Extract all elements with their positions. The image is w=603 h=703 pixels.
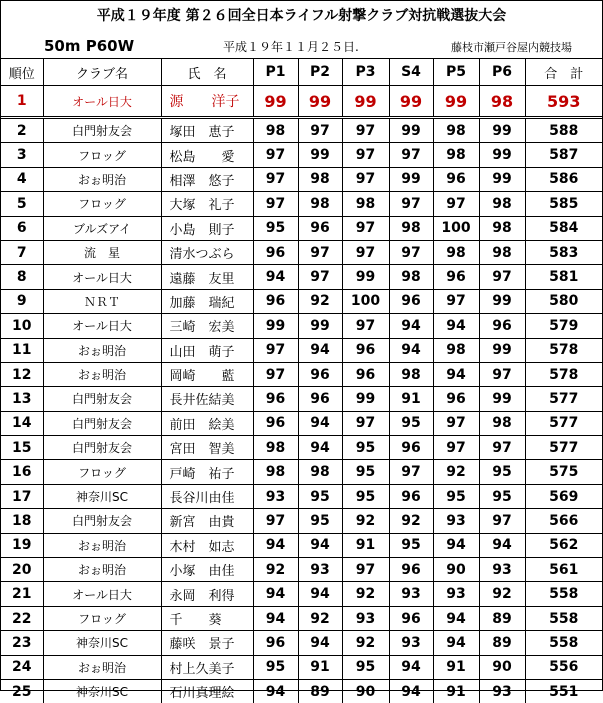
- total-cell: 578: [525, 362, 602, 386]
- club-cell: 白門射友会: [43, 509, 161, 533]
- club-cell: おぉ明治: [43, 533, 161, 557]
- score-p6: 89: [479, 631, 525, 655]
- score-p5: 97: [433, 411, 479, 435]
- score-s4: 95: [389, 533, 433, 557]
- club-cell: 神奈川SC: [43, 679, 161, 703]
- header-row: [1, 59, 602, 86]
- header-rank: 順位: [1, 59, 43, 86]
- score-p6: 99: [479, 338, 525, 362]
- name-cell: 木村 如志: [161, 533, 253, 557]
- table-row: [1, 216, 602, 240]
- table-row: [1, 362, 602, 386]
- table-row: [1, 558, 602, 582]
- rank-cell: 16: [1, 460, 43, 484]
- rank-cell: 23: [1, 631, 43, 655]
- rank-cell: 24: [1, 655, 43, 679]
- score-p6: 98: [479, 192, 525, 216]
- score-p5: 99: [433, 86, 479, 118]
- name-cell: 小島 則子: [161, 216, 253, 240]
- score-p1: 96: [253, 289, 298, 313]
- club-cell: 白門射友会: [43, 387, 161, 411]
- score-s4: 97: [389, 460, 433, 484]
- rank-cell: 5: [1, 192, 43, 216]
- rank-cell: 25: [1, 679, 43, 703]
- score-p1: 98: [253, 460, 298, 484]
- name-cell: 清水つぶら: [161, 240, 253, 264]
- score-p3: 95: [342, 436, 389, 460]
- name-cell: 加藤 瑞紀: [161, 289, 253, 313]
- header-name: 氏 名: [161, 59, 253, 86]
- score-s4: 93: [389, 631, 433, 655]
- total-cell: 581: [525, 265, 602, 289]
- score-p5: 94: [433, 314, 479, 338]
- score-p3: 97: [342, 118, 389, 143]
- score-p1: 94: [253, 679, 298, 703]
- score-p1: 94: [253, 606, 298, 630]
- score-p2: 94: [298, 533, 342, 557]
- club-cell: オール日大: [43, 265, 161, 289]
- score-p3: 92: [342, 631, 389, 655]
- score-p6: 97: [479, 436, 525, 460]
- score-p3: 98: [342, 192, 389, 216]
- score-p6: 90: [479, 655, 525, 679]
- score-p2: 94: [298, 631, 342, 655]
- name-cell: 長井佐結美: [161, 387, 253, 411]
- score-p3: 96: [342, 338, 389, 362]
- score-p6: 98: [479, 411, 525, 435]
- total-cell: 562: [525, 533, 602, 557]
- total-cell: 551: [525, 679, 602, 703]
- table-row: [1, 338, 602, 362]
- score-p3: 100: [342, 289, 389, 313]
- name-cell: 前田 絵美: [161, 411, 253, 435]
- score-p6: 99: [479, 167, 525, 191]
- score-p6: 99: [479, 118, 525, 143]
- table-row: [1, 387, 602, 411]
- score-p5: 97: [433, 436, 479, 460]
- score-s4: 97: [389, 192, 433, 216]
- score-p2: 94: [298, 411, 342, 435]
- name-cell: 新宮 由貴: [161, 509, 253, 533]
- results-body: [1, 86, 602, 703]
- score-p3: 97: [342, 167, 389, 191]
- table-row: [1, 631, 602, 655]
- score-s4: 99: [389, 86, 433, 118]
- score-p6: 93: [479, 679, 525, 703]
- club-cell: おぉ明治: [43, 338, 161, 362]
- total-cell: 577: [525, 411, 602, 435]
- club-cell: おぉ明治: [43, 167, 161, 191]
- score-p6: 99: [479, 387, 525, 411]
- score-p2: 97: [298, 118, 342, 143]
- name-cell: 小塚 由佳: [161, 558, 253, 582]
- name-cell: 塚田 恵子: [161, 118, 253, 143]
- score-s4: 98: [389, 265, 433, 289]
- competition-title: 平成１９年度 第２６回全日本ライフル射撃クラブ対抗戦選抜大会: [1, 1, 602, 31]
- subheader: [1, 31, 602, 58]
- score-p1: 96: [253, 631, 298, 655]
- score-p2: 99: [298, 86, 342, 118]
- rank-cell: 22: [1, 606, 43, 630]
- score-p6: 97: [479, 265, 525, 289]
- name-cell: 石川真理絵: [161, 679, 253, 703]
- score-p6: 95: [479, 460, 525, 484]
- score-p2: 99: [298, 314, 342, 338]
- score-p2: 94: [298, 338, 342, 362]
- table-row: [1, 86, 602, 118]
- club-cell: フロッグ: [43, 460, 161, 484]
- score-p3: 99: [342, 86, 389, 118]
- total-cell: 556: [525, 655, 602, 679]
- score-s4: 94: [389, 314, 433, 338]
- score-p5: 93: [433, 582, 479, 606]
- rank-cell: 11: [1, 338, 43, 362]
- score-p2: 92: [298, 289, 342, 313]
- rank-cell: 2: [1, 118, 43, 143]
- header-p1: P1: [253, 59, 298, 86]
- score-p5: 92: [433, 460, 479, 484]
- name-cell: 永岡 利得: [161, 582, 253, 606]
- score-p2: 96: [298, 387, 342, 411]
- total-cell: 558: [525, 606, 602, 630]
- rank-cell: 8: [1, 265, 43, 289]
- club-cell: オール日大: [43, 582, 161, 606]
- score-p5: 93: [433, 509, 479, 533]
- score-s4: 94: [389, 655, 433, 679]
- score-s4: 93: [389, 582, 433, 606]
- header-p3: P3: [342, 59, 389, 86]
- name-cell: 岡崎 藍: [161, 362, 253, 386]
- rank-cell: 3: [1, 143, 43, 167]
- score-p5: 98: [433, 143, 479, 167]
- score-p1: 92: [253, 558, 298, 582]
- score-p6: 98: [479, 216, 525, 240]
- event-date: 平成１９年１１月２５日.: [223, 38, 359, 55]
- score-p3: 97: [342, 411, 389, 435]
- name-cell: 相澤 悠子: [161, 167, 253, 191]
- table-row: [1, 192, 602, 216]
- score-p1: 96: [253, 240, 298, 264]
- club-cell: おぉ明治: [43, 655, 161, 679]
- score-p1: 98: [253, 118, 298, 143]
- score-p1: 97: [253, 338, 298, 362]
- score-p2: 95: [298, 484, 342, 508]
- score-p6: 89: [479, 606, 525, 630]
- score-p5: 95: [433, 484, 479, 508]
- score-s4: 98: [389, 362, 433, 386]
- table-row: [1, 582, 602, 606]
- header-total: 合 計: [525, 59, 602, 86]
- score-p2: 89: [298, 679, 342, 703]
- name-cell: 村上久美子: [161, 655, 253, 679]
- score-p2: 97: [298, 240, 342, 264]
- total-cell: 583: [525, 240, 602, 264]
- score-p3: 92: [342, 509, 389, 533]
- score-p1: 95: [253, 655, 298, 679]
- club-cell: オール日大: [43, 86, 161, 118]
- score-p6: 95: [479, 484, 525, 508]
- score-p6: 97: [479, 509, 525, 533]
- score-p5: 91: [433, 679, 479, 703]
- score-p1: 96: [253, 411, 298, 435]
- table-row: [1, 436, 602, 460]
- score-p3: 90: [342, 679, 389, 703]
- rank-cell: 15: [1, 436, 43, 460]
- header-p5: P5: [433, 59, 479, 86]
- club-cell: おぉ明治: [43, 362, 161, 386]
- score-p3: 95: [342, 460, 389, 484]
- score-s4: 96: [389, 436, 433, 460]
- score-p6: 98: [479, 86, 525, 118]
- score-p6: 93: [479, 558, 525, 582]
- score-p5: 100: [433, 216, 479, 240]
- name-cell: 宮田 智美: [161, 436, 253, 460]
- table-row: [1, 606, 602, 630]
- score-p3: 93: [342, 606, 389, 630]
- score-p2: 96: [298, 216, 342, 240]
- score-p6: 97: [479, 362, 525, 386]
- score-p6: 92: [479, 582, 525, 606]
- club-cell: 白門射友会: [43, 118, 161, 143]
- score-s4: 92: [389, 509, 433, 533]
- score-p2: 97: [298, 265, 342, 289]
- score-p5: 94: [433, 606, 479, 630]
- total-cell: 587: [525, 143, 602, 167]
- score-p5: 96: [433, 167, 479, 191]
- score-p2: 94: [298, 436, 342, 460]
- club-cell: 白門射友会: [43, 411, 161, 435]
- rank-cell: 4: [1, 167, 43, 191]
- score-p3: 97: [342, 216, 389, 240]
- event-venue: 藤枝市瀬戸谷屋内競技場: [451, 39, 572, 55]
- score-s4: 91: [389, 387, 433, 411]
- total-cell: 588: [525, 118, 602, 143]
- header-p6: P6: [479, 59, 525, 86]
- score-s4: 97: [389, 143, 433, 167]
- score-p2: 92: [298, 606, 342, 630]
- club-cell: ブルズアイ: [43, 216, 161, 240]
- name-cell: 長谷川由佳: [161, 484, 253, 508]
- name-cell: 千 葵: [161, 606, 253, 630]
- score-p3: 95: [342, 484, 389, 508]
- table-row: [1, 240, 602, 264]
- score-p1: 99: [253, 86, 298, 118]
- score-p3: 97: [342, 558, 389, 582]
- rank-cell: 9: [1, 289, 43, 313]
- name-cell: 藤咲 景子: [161, 631, 253, 655]
- total-cell: 558: [525, 631, 602, 655]
- rank-cell: 21: [1, 582, 43, 606]
- score-p1: 97: [253, 143, 298, 167]
- table-row: [1, 679, 602, 703]
- table-row: [1, 484, 602, 508]
- score-p3: 97: [342, 240, 389, 264]
- score-p3: 92: [342, 582, 389, 606]
- score-p2: 98: [298, 460, 342, 484]
- club-cell: おぉ明治: [43, 558, 161, 582]
- rank-cell: 19: [1, 533, 43, 557]
- score-p1: 95: [253, 216, 298, 240]
- table-row: [1, 460, 602, 484]
- name-cell: 戸崎 祐子: [161, 460, 253, 484]
- total-cell: 578: [525, 338, 602, 362]
- score-s4: 96: [389, 289, 433, 313]
- score-p3: 95: [342, 655, 389, 679]
- score-p2: 93: [298, 558, 342, 582]
- total-cell: 561: [525, 558, 602, 582]
- score-p3: 99: [342, 387, 389, 411]
- score-s4: 95: [389, 411, 433, 435]
- score-p5: 94: [433, 362, 479, 386]
- score-p1: 94: [253, 533, 298, 557]
- score-p3: 96: [342, 362, 389, 386]
- total-cell: 579: [525, 314, 602, 338]
- table-row: [1, 265, 602, 289]
- name-cell: 遠藤 友里: [161, 265, 253, 289]
- header-s4: S4: [389, 59, 433, 86]
- score-p5: 90: [433, 558, 479, 582]
- score-p3: 97: [342, 314, 389, 338]
- total-cell: 584: [525, 216, 602, 240]
- rank-cell: 6: [1, 216, 43, 240]
- score-p1: 94: [253, 582, 298, 606]
- score-p1: 98: [253, 436, 298, 460]
- total-cell: 566: [525, 509, 602, 533]
- score-p1: 97: [253, 192, 298, 216]
- rank-cell: 17: [1, 484, 43, 508]
- name-cell: 大塚 礼子: [161, 192, 253, 216]
- score-p1: 97: [253, 362, 298, 386]
- total-cell: 577: [525, 436, 602, 460]
- score-p6: 98: [479, 240, 525, 264]
- rank-cell: 10: [1, 314, 43, 338]
- score-s4: 97: [389, 240, 433, 264]
- score-p6: 96: [479, 314, 525, 338]
- score-p1: 94: [253, 265, 298, 289]
- club-cell: 白門射友会: [43, 436, 161, 460]
- table-row: [1, 411, 602, 435]
- table-row: [1, 314, 602, 338]
- results-table: [1, 58, 602, 703]
- total-cell: 575: [525, 460, 602, 484]
- club-cell: フロッグ: [43, 606, 161, 630]
- event-name: 50m P60W: [44, 37, 134, 55]
- score-p5: 98: [433, 338, 479, 362]
- rank-cell: 12: [1, 362, 43, 386]
- rank-cell: 14: [1, 411, 43, 435]
- score-s4: 96: [389, 558, 433, 582]
- name-cell: 源 洋子: [161, 86, 253, 118]
- rank-cell: 13: [1, 387, 43, 411]
- score-p5: 97: [433, 289, 479, 313]
- score-p1: 97: [253, 167, 298, 191]
- club-cell: フロッグ: [43, 143, 161, 167]
- score-s4: 94: [389, 338, 433, 362]
- club-cell: 流 星: [43, 240, 161, 264]
- score-s4: 96: [389, 484, 433, 508]
- rank-cell: 18: [1, 509, 43, 533]
- score-p5: 98: [433, 240, 479, 264]
- score-p5: 94: [433, 631, 479, 655]
- club-cell: フロッグ: [43, 192, 161, 216]
- score-p1: 93: [253, 484, 298, 508]
- name-cell: 山田 萌子: [161, 338, 253, 362]
- score-p5: 98: [433, 118, 479, 143]
- name-cell: 松島 愛: [161, 143, 253, 167]
- score-p2: 99: [298, 143, 342, 167]
- rank-cell: 20: [1, 558, 43, 582]
- score-p3: 91: [342, 533, 389, 557]
- total-cell: 577: [525, 387, 602, 411]
- score-p6: 99: [479, 289, 525, 313]
- score-s4: 99: [389, 167, 433, 191]
- score-p5: 94: [433, 533, 479, 557]
- club-cell: オール日大: [43, 314, 161, 338]
- header-club: クラブ名: [43, 59, 161, 86]
- score-p1: 99: [253, 314, 298, 338]
- table-row: [1, 118, 602, 143]
- score-p2: 98: [298, 167, 342, 191]
- rank-cell: 1: [1, 86, 43, 118]
- score-p6: 94: [479, 533, 525, 557]
- score-s4: 96: [389, 606, 433, 630]
- score-p5: 96: [433, 387, 479, 411]
- table-row: [1, 509, 602, 533]
- header-p2: P2: [298, 59, 342, 86]
- score-p2: 94: [298, 582, 342, 606]
- score-p5: 96: [433, 265, 479, 289]
- table-row: [1, 655, 602, 679]
- score-p1: 96: [253, 387, 298, 411]
- total-cell: 585: [525, 192, 602, 216]
- total-cell: 586: [525, 167, 602, 191]
- score-p5: 91: [433, 655, 479, 679]
- score-p2: 96: [298, 362, 342, 386]
- score-p3: 99: [342, 265, 389, 289]
- total-cell: 580: [525, 289, 602, 313]
- score-s4: 98: [389, 216, 433, 240]
- total-cell: 569: [525, 484, 602, 508]
- score-p2: 95: [298, 509, 342, 533]
- score-p5: 97: [433, 192, 479, 216]
- table-row: [1, 533, 602, 557]
- score-s4: 94: [389, 679, 433, 703]
- total-cell: 593: [525, 86, 602, 118]
- rank-cell: 7: [1, 240, 43, 264]
- table-row: [1, 289, 602, 313]
- name-cell: 三崎 宏美: [161, 314, 253, 338]
- score-p6: 99: [479, 143, 525, 167]
- club-cell: 神奈川SC: [43, 484, 161, 508]
- table-row: [1, 143, 602, 167]
- club-cell: ＮＲＴ: [43, 289, 161, 313]
- score-p2: 91: [298, 655, 342, 679]
- score-p2: 98: [298, 192, 342, 216]
- score-p1: 97: [253, 509, 298, 533]
- table-row: [1, 167, 602, 191]
- score-s4: 99: [389, 118, 433, 143]
- club-cell: 神奈川SC: [43, 631, 161, 655]
- total-cell: 558: [525, 582, 602, 606]
- score-p3: 97: [342, 143, 389, 167]
